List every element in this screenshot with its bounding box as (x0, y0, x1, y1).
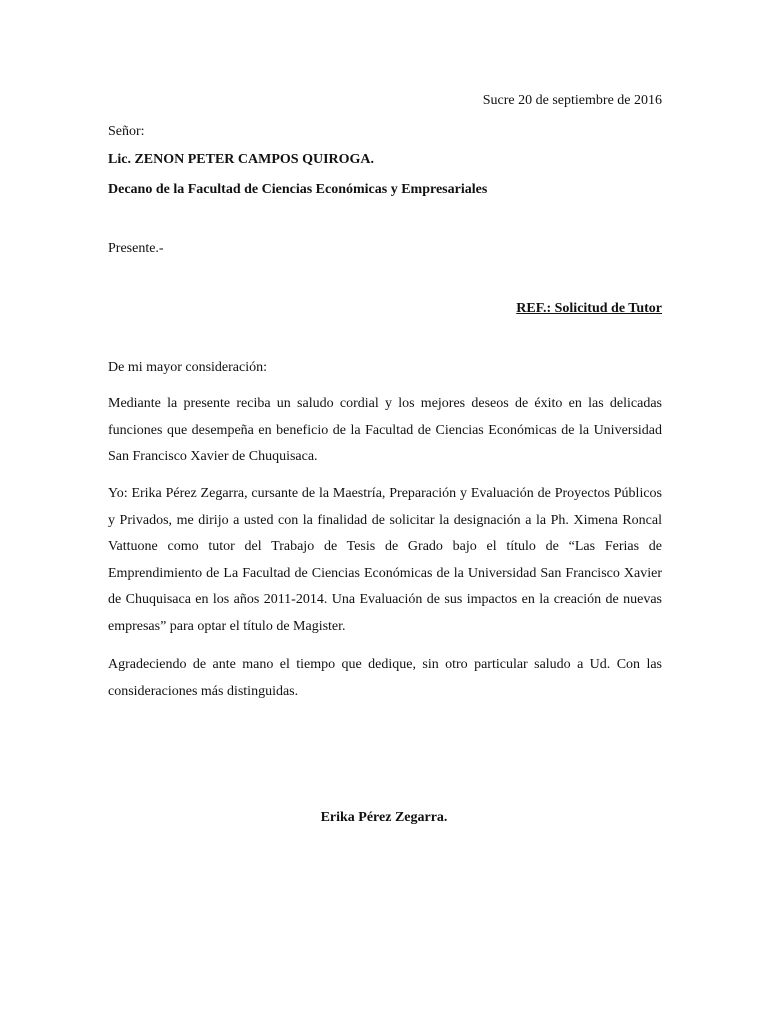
body-paragraph-2: Yo: Erika Pérez Zegarra, cursante de la Maestría, Preparación y Evaluación de Proyectos Públicos y Privados, me dirijo a usted con la finalidad de solicitar la designación a la Ph. Ximena Roncal Vattuone como tutor del Trabajo de Tesis de Grado bajo el título de “Las Ferias de Emprendimiento de La Facultad de Ciencias Económicas de la Universidad San Francisco Xavier de Chuquisaca en los años 2011-2014. Una Evaluación de sus impactos en la creación de nuevas empresas” para optar el título de Magister. (108, 486, 662, 634)
greeting-line: De mi mayor consideración: (108, 360, 268, 375)
body-paragraph-3: Agradeciendo de ante mano el tiempo que dedique, sin otro particular saludo a Ud. Con las consideraciones más distinguidas. (108, 657, 662, 699)
reference-line: REF.: Solicitud de Tutor (516, 301, 662, 316)
recipient-position: Decano de la Facultad de Ciencias Económicas y Empresariales (108, 182, 488, 197)
recipient-name: Lic. ZENON PETER CAMPOS QUIROGA. (108, 152, 375, 167)
presente-line: Presente.- (108, 241, 164, 256)
salutation-title: Señor: (108, 124, 145, 139)
body-paragraph-1: Mediante la presente reciba un saludo cordial y los mejores deseos de éxito en las delicadas funciones que desempeña en beneficio de la Facultad de Ciencias Económicas de la Universidad San Francisco Xavier de Chuquisaca. (108, 396, 662, 464)
signature-name: Erika Pérez Zegarra. (320, 810, 448, 825)
date-place: Sucre 20 de septiembre de 2016 (482, 93, 662, 108)
